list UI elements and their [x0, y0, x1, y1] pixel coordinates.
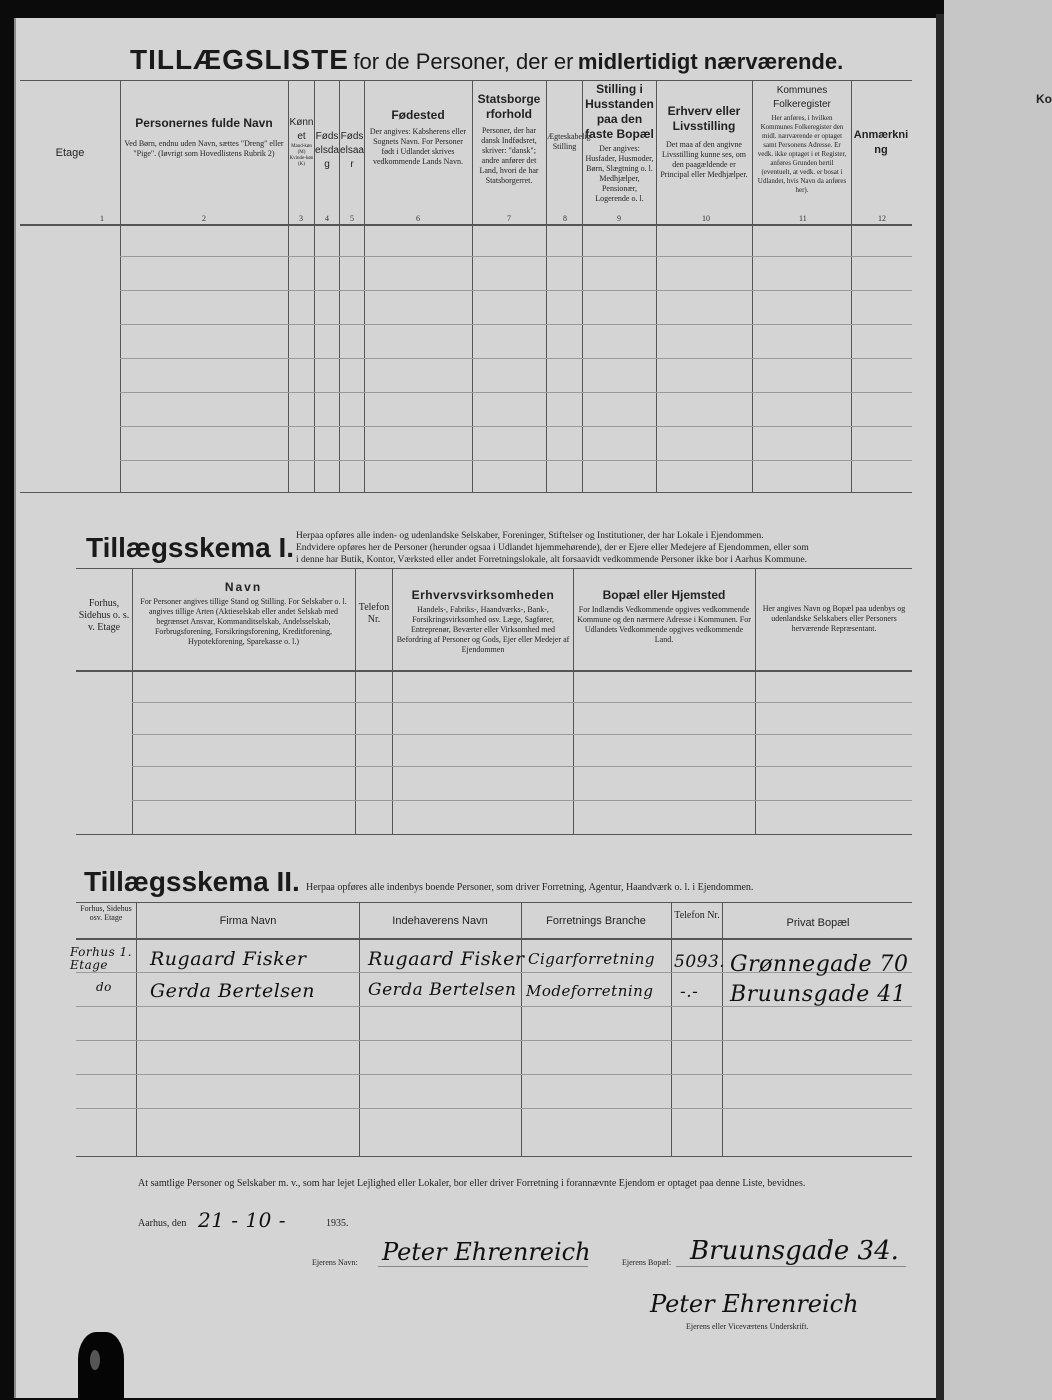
table-row-2-etage: do	[96, 980, 112, 994]
table-row-1-indehaver: Rugaard Fisker	[368, 948, 525, 970]
footer-year: 1935.	[326, 1218, 349, 1229]
skema1-header-telefon: Telefon Nr.	[358, 602, 390, 625]
footer-statement: At samtlige Personer og Selskaber m. v., som har lejet Lejlighed eller Lokaler, bor eller driver Forretning i forannævnte Ejendom er optaget paa denne Liste, bevidnes.	[138, 1178, 806, 1189]
col-number: 8	[563, 214, 567, 223]
list-header-navn: Personernes fulde Navn Ved Børn, endnu uden Navn, sættes "Dreng" eller "Pige". (Iøvrigt som Hovedlistens Rubrik 2)	[124, 116, 284, 158]
skema2-header-branche: Forretnings Branche	[546, 915, 646, 927]
col-number: 4	[325, 214, 329, 223]
row-rule	[120, 256, 912, 257]
skema2-header-etage: Forhus, Sidehus osv. Etage	[80, 904, 132, 922]
skema2-header-bopael: Privat Bopæl	[786, 917, 850, 929]
col-divider	[132, 568, 133, 834]
skema1-top-border	[76, 568, 912, 569]
col-divider	[521, 902, 522, 1156]
row-rule	[120, 358, 912, 359]
skema1-header-erhverv: Erhvervsvirksomheden Handels-, Fabriks-, Haandværks-, Bank-, Forsikringsvirksomhed osv. Læge, Sagfører, Entreprenør, Beværter eller Virksomhed med Befordring af Personer og Gods, Ejer eller Medejer af Ejendommen	[396, 588, 570, 654]
col-divider	[671, 902, 672, 1156]
col-divider	[752, 80, 753, 492]
list-header-folkeregister: Kommunes Folkeregister Her anføres, i hvilken Kommunes Folkeregister den midl. nærværende er optaget samt Personens Adresse. Er vedk. ikke optaget i et Register, anføres Grunden hertil (eventuelt, at vedk. er bosat i Udlandet, hvis Navn da anføres her).	[757, 85, 847, 194]
skema2-intro: Herpaa opføres alle indenbys boende Personer, som driver Forretning, Agentur, Haandværk o. l. i Ejendommen.	[306, 882, 754, 893]
list-header-anmaerkning: Anmærkning	[853, 129, 909, 156]
table-row-2-telefon: -.-	[680, 982, 699, 1002]
col-divider	[472, 80, 473, 492]
table-row-2-firma: Gerda Bertelsen	[150, 980, 316, 1002]
skema1-header-etage: Forhus, Sidehus o. s. v. Etage	[78, 598, 130, 633]
col-number: 10	[702, 214, 710, 223]
col-divider	[359, 902, 360, 1156]
signature-rule	[676, 1266, 906, 1267]
skema1-header-repraesentant: Her angives Navn og Bopæl paa udenbys og udenlandske Selskabers eller Personers herværende Repræsentant.	[762, 604, 906, 633]
row-rule	[132, 702, 912, 703]
table-row-2-branche: Modeforretning	[526, 982, 654, 1000]
skema2-title: Tillægsskema II.	[84, 866, 300, 897]
list-header-koen: Kønnet Mand-køn (M) Kvinde-køn (K)	[289, 117, 314, 167]
col-divider	[656, 80, 657, 492]
col-number: 12	[878, 214, 886, 223]
table-row-2-bopael: Bruunsgade 41	[730, 982, 907, 1007]
owner-address-label: Ejerens Bopæl:	[622, 1258, 672, 1267]
row-rule	[120, 460, 912, 461]
col-number: 5	[350, 214, 354, 223]
skema2-header-telefon: Telefon Nr.	[674, 910, 720, 921]
col-divider	[851, 80, 852, 492]
list-header-statsborger: Statsborgerforhold Personer, der har dansk Indfødsret, skriver: "dansk"; andre anfører det Land, hvori de har Statsborgerret.	[477, 92, 541, 185]
table-row-1-telefon: 5093.	[674, 952, 726, 972]
row-rule	[132, 734, 912, 735]
skema2-header-firma: Firma Navn	[219, 915, 277, 927]
table-row-1-branche: Cigarforretning	[528, 950, 656, 968]
owner-name: Peter Ehrenreich	[382, 1238, 591, 1266]
list-bottom-border	[20, 492, 912, 493]
col-number: 3	[299, 214, 303, 223]
title-rest-a: for de Personer, der er	[353, 49, 574, 74]
title-main: TILLÆGSLISTE	[130, 44, 349, 75]
footer-date: 21 - 10 -	[198, 1208, 286, 1232]
list-header-foedested: Fødested Der angives: Kabsherens eller Sognets Navn. For Personer født i Udlandet skrives vedkommende Lands Navn.	[369, 108, 467, 166]
binder-clip	[78, 1332, 124, 1400]
skema1-header-border	[76, 670, 912, 672]
row-rule	[120, 392, 912, 393]
page-title	[130, 44, 843, 76]
row-rule	[120, 426, 912, 427]
list-header-border	[20, 224, 912, 226]
col-divider	[573, 568, 574, 834]
footer-city-label: Aarhus, den	[138, 1218, 187, 1229]
row-rule	[76, 1040, 912, 1041]
list-header-etage: Etage	[55, 147, 85, 159]
row-rule	[120, 324, 912, 325]
skema2-bottom-border	[76, 1156, 912, 1157]
col-number: 2	[202, 214, 206, 223]
list-header-aegteskab: Ægteskabelig Stilling	[547, 132, 591, 151]
signature-rule	[378, 1266, 588, 1267]
facing-page-text: Ko	[1036, 92, 1052, 106]
col-number: 11	[799, 214, 807, 223]
table-row-2-indehaver: Gerda Bertelsen	[368, 980, 517, 1000]
col-divider	[582, 80, 583, 492]
skema1-title: Tillægsskema I.	[86, 532, 295, 563]
list-header-foedselsaar: Fødselsaar	[340, 131, 364, 170]
skema1-header-navn: Navn For Personer angives tillige Stand og Stilling. For Selskaber o. l. angives tillige Arten (Aktieselskab eller andet Selskab med begrænset Ansvar, Kommanditselskab, Andelsselskab, Forbrugsforening, Forsikringsforening, Kreditforening, Hypotekforening, Sparekasse o. l.)	[140, 580, 347, 646]
col-divider	[722, 902, 723, 1156]
row-rule	[132, 766, 912, 767]
owner-signature: Peter Ehrenreich	[650, 1290, 859, 1318]
skema2-header-indehaver: Indehaverens Navn	[392, 915, 488, 927]
skema2-top-border	[76, 902, 912, 903]
skema1-intro: Herpaa opføres alle inden- og udenlandske Selskaber, Foreninger, Stiftelser og Institutioner, der har Lokale i Ejendommen. Endvidere opføres her de Personer (herunder ogsaa i Udlandet hjemmehørende), der er Ejere eller Medejere af Ejendommen, eller som i denne har Butik, Kontor, Værksted eller andet Forretningslokale, alt forsaavidt vedkommende Personer ikke bor i Aarhus Kommune.	[296, 531, 809, 565]
skema1-bottom-border	[76, 834, 912, 835]
owner-address: Bruunsgade 34.	[690, 1236, 899, 1266]
col-number: 9	[617, 214, 621, 223]
row-rule	[120, 290, 912, 291]
row-rule	[76, 1108, 912, 1109]
row-rule	[76, 1074, 912, 1075]
col-divider	[120, 80, 121, 492]
owner-name-label: Ejerens Navn:	[312, 1258, 358, 1267]
table-row-1-firma: Rugaard Fisker	[150, 948, 307, 970]
skema2-header-border	[76, 938, 912, 940]
list-header-stilling: Stilling i Husstanden paa den faste Bopæl Der angives: Husfader, Husmoder, Børn, Slægtning o. l. Medhjælper, Pensionær, Logerende o. l.	[585, 82, 654, 203]
table-row-1-bopael: Grønnegade 70	[730, 952, 909, 977]
col-number: 6	[416, 214, 420, 223]
page-edge	[936, 14, 944, 1400]
row-rule	[132, 800, 912, 801]
table-row-1-etage: Forhus 1. Etage	[70, 945, 133, 972]
skema1-header-bopael: Bopæl eller Hjemsted For Indlændis Vedkommende opgives vedkommende Kommune og den nærmere Adresse i Kommunen. For Udlandets Vedkommende opgives vedkommende Land.	[577, 588, 751, 644]
list-header-erhverv: Erhverv eller Livsstilling Det maa af den angivne Livsstilling kunne ses, om den paagældende er Principal eller Medhjælper.	[660, 104, 748, 179]
col-divider	[136, 902, 137, 1156]
signature-label: Ejerens eller Viceværtens Underskrift.	[686, 1322, 809, 1331]
title-rest-b: midlertidigt nærværende.	[577, 49, 844, 74]
col-divider	[364, 80, 365, 492]
col-divider	[392, 568, 393, 834]
facing-page	[944, 0, 1052, 1400]
list-top-border	[20, 80, 912, 81]
list-header-foedselsdag: Fødselsdag	[315, 131, 339, 170]
col-number: 1	[100, 214, 104, 223]
col-number: 7	[507, 214, 511, 223]
col-divider	[755, 568, 756, 834]
